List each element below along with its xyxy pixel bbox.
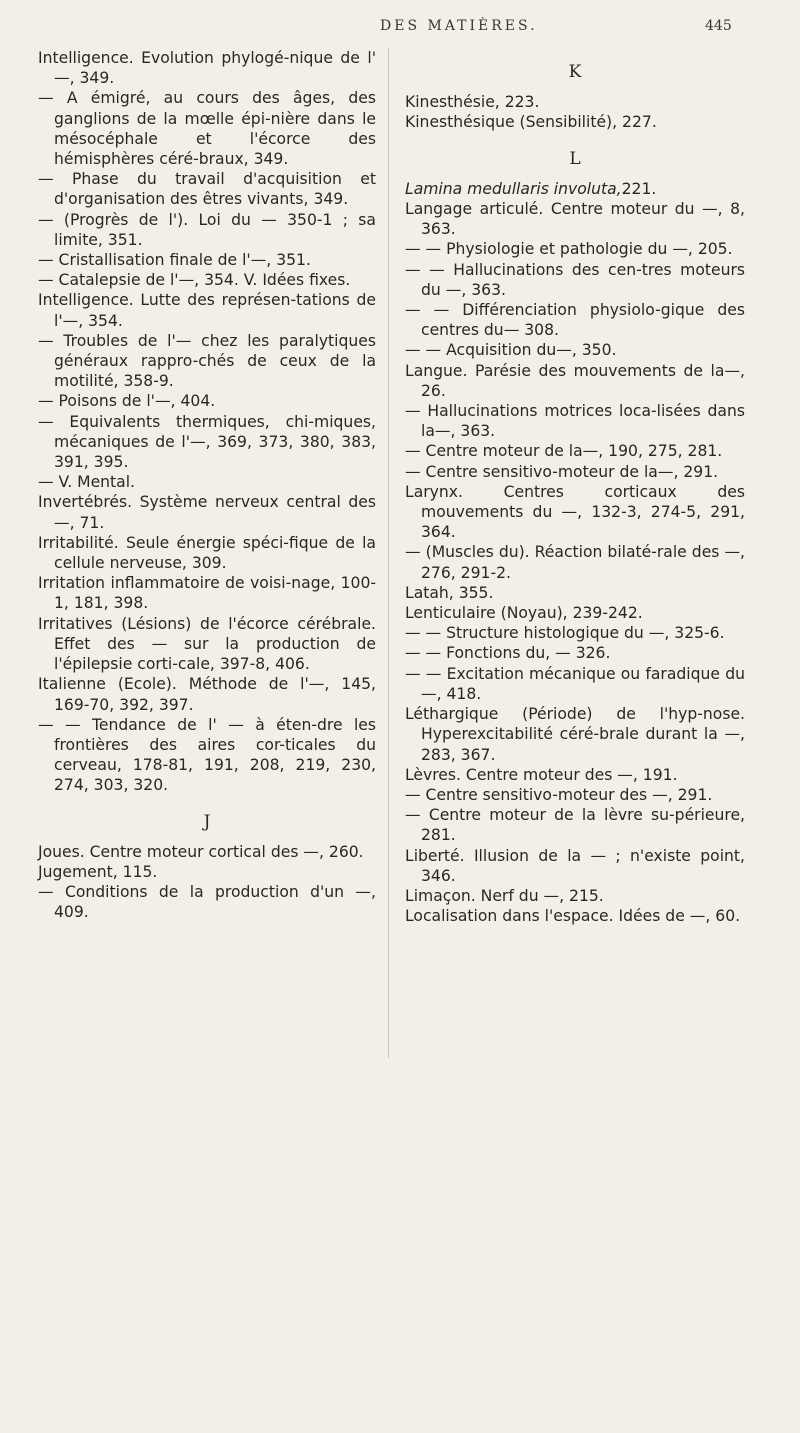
index-entry: — Centre moteur de la—, 190, 275, 281. [405, 442, 723, 461]
index-entry: — Troubles de l'— chez les paralytiques généraux rappro-chés de ceux de la motilité, 358-9. [38, 331, 376, 391]
column-divider [388, 48, 389, 1058]
index-entry: Latah, 355. [405, 583, 494, 602]
index-entry: Joues. Centre moteur cortical des —, 260. [38, 842, 364, 861]
index-entry: Larynx. Centres corticaux des mouvements du —, 132-3, 274-5, 291, 364. [405, 482, 745, 542]
index-entry: Invertébrés. Système nerveux central des —, 71. [38, 493, 376, 532]
index-entry: Kinesthésique (Sensibilité), 227. [405, 113, 657, 132]
index-section-i [38, 48, 376, 796]
index-entry: — (Progrès de l'). Loi du — 350-1 ; sa limite, 351. [38, 210, 376, 249]
section-letter-k: K [568, 62, 582, 82]
index-entry: Localisation dans l'espace. Idées de —, 60. [405, 907, 741, 926]
index-entry: — — Fonctions du, — 326. [405, 644, 611, 663]
index-entry: Langue. Parésie des mouvements de la—, 26. [405, 361, 745, 400]
lamina-term: Lamina medullaris involuta, [405, 179, 622, 198]
index-entry: Intelligence. Evolution phylogé-nique de l' —, 349. [38, 49, 376, 88]
index-section-l [405, 199, 745, 926]
index-entry: Intelligence. Lutte des représen-tations de l'—, 354. [38, 291, 376, 330]
index-entry: — Hallucinations motrices loca-lisées dans la—, 363. [405, 402, 745, 441]
index-entry: — — Excitation mécanique ou faradique du —, 418. [405, 664, 745, 703]
index-entry-lamina [405, 179, 745, 199]
index-entry: Léthargique (Période) de l'hyp-nose. Hyperexcitabilité céré-brale durant la —, 283, 367. [405, 705, 745, 764]
index-entry: — Centre sensitivo-moteur de la—, 291. [405, 462, 719, 481]
page-number: 445 [705, 18, 732, 34]
index-entry: — Cristallisation finale de l'—, 351. [38, 251, 311, 270]
index-entry: — — Physiologie et pathologie du —, 205. [405, 240, 733, 259]
index-entry: Italienne (Ecole). Méthode de l'—, 145, 169-70, 392, 397. [38, 675, 376, 714]
index-entry: — — Différenciation physiolo-gique des centres du— 308. [405, 301, 745, 340]
index-entry: Langage articulé. Centre moteur du —, 8, 363. [405, 200, 745, 239]
left-column [38, 48, 376, 923]
running-header [0, 18, 800, 42]
index-entry: Lèvres. Centre moteur des —, 191. [405, 765, 678, 784]
section-letter-l: L [569, 148, 581, 169]
index-entry: Limaçon. Nerf du —, 215. [405, 886, 604, 905]
index-entry: — Catalepsie de l'—, 354. V. Idées fixes. [38, 271, 351, 290]
right-column [405, 48, 745, 926]
lamina-page: 221. [621, 179, 657, 198]
index-entry: Jugement, 115. [38, 862, 158, 881]
index-entry: — — Acquisition du—, 350. [405, 341, 617, 360]
index-entry: — Centre moteur de la lèvre su-périeure, 281. [405, 806, 745, 845]
index-entry: Irritation inflammatoire de voisi-nage, 100-1, 181, 398. [38, 574, 376, 613]
index-entry: — Conditions de la production d'un —, 409. [38, 883, 376, 922]
index-entry: Irritatives (Lésions) de l'écorce cérébrale. Effet des — sur la production de l'épilepsie corti-cale, 397-8, 406. [38, 614, 376, 674]
index-entry: — Centre sensitivo-moteur des —, 291. [405, 785, 713, 804]
index-entry: — V. Mental. [38, 473, 136, 492]
index-section-k [405, 92, 745, 132]
index-entry: — — Structure histologique du —, 325-6. [405, 624, 725, 643]
index-entry: — Equivalents thermiques, chi-miques, mécaniques de l'—, 369, 373, 380, 383, 391, 395. [38, 412, 376, 472]
index-entry: Lenticulaire (Noyau), 239-242. [405, 604, 643, 623]
index-entry: — A émigré, au cours des âges, des ganglions de la mœlle épi-nière dans le mésocéphale et l'écorce des hémisphères céré-braux, 349. [38, 89, 376, 169]
running-title: DES MATIÈRES. [380, 18, 538, 34]
index-entry: — — Tendance de l' — à éten-dre les frontières des aires cor-ticales du cerveau, 178-81, 191, 208, 219, 230, 274, 303, 320. [38, 715, 376, 795]
index-entry: — (Muscles du). Réaction bilaté-rale des —, 276, 291-2. [405, 543, 745, 582]
index-entry: — Poisons de l'—, 404. [38, 392, 216, 411]
index-section-j [38, 842, 376, 923]
section-letter-j: J [203, 811, 211, 832]
index-entry: — — Hallucinations des cen-tres moteurs du —, 363. [405, 260, 745, 299]
index-entry: Irritabilité. Seule énergie spéci-fique de la cellule nerveuse, 309. [38, 533, 376, 573]
index-entry: Liberté. Illusion de la — ; n'existe point, 346. [405, 846, 745, 885]
index-entry: Kinesthésie, 223. [405, 93, 540, 112]
index-entry: — Phase du travail d'acquisition et d'organisation des êtres vivants, 349. [38, 170, 376, 209]
